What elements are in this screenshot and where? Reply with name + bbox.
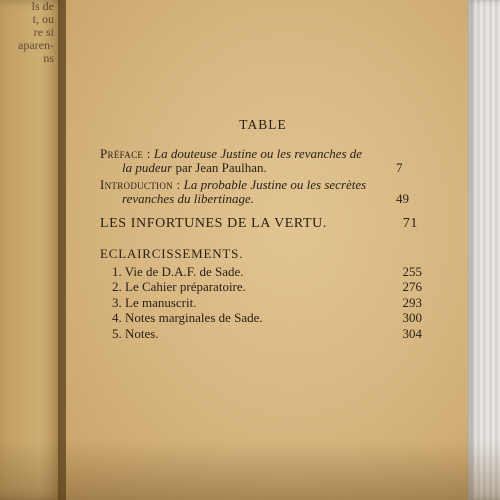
subentry-label: 4. Notes marginales de Sade. bbox=[112, 310, 263, 325]
preface-author: par Jean Paulhan. bbox=[175, 160, 267, 175]
subentry-page: 276 bbox=[402, 279, 422, 294]
subentry-page: 293 bbox=[402, 294, 422, 310]
section-heading: ECLAIRCISSEMENTS. bbox=[100, 246, 244, 261]
toc-subentry bbox=[100, 265, 422, 280]
background-surface bbox=[468, 0, 500, 500]
left-page-text bbox=[0, 0, 60, 65]
preface-title: La douteuse Justine ou les revanches de la pudeur bbox=[122, 145, 363, 175]
left-line: aparen- bbox=[18, 38, 54, 52]
subentry-page: 300 bbox=[402, 310, 422, 325]
introduction-title: La probable Justine ou les secrètes revanches du libertinage. bbox=[122, 176, 367, 206]
left-line: ls de bbox=[31, 0, 54, 13]
left-line: t, ou bbox=[32, 12, 54, 26]
subentry-page: 255 bbox=[402, 263, 422, 279]
subentry-label: 2. Le Cahier préparatoire. bbox=[112, 279, 246, 294]
preface-lead: Préface : bbox=[100, 145, 151, 161]
subentry-label: 5. Notes. bbox=[112, 325, 159, 341]
toc-entry-introduction: Introduction : La probable Justine ou les secrètes revanches du libertinage. 49 bbox=[100, 176, 409, 206]
left-line: re si bbox=[33, 25, 54, 39]
table-of-contents bbox=[100, 118, 422, 342]
toc-subentry bbox=[100, 311, 422, 326]
subentry-label: 3. Le manuscrit. bbox=[112, 294, 197, 310]
toc-subentry bbox=[100, 327, 422, 342]
main-label: LES INFORTUNES DE LA VERTU. bbox=[100, 215, 327, 231]
main-page: 71 bbox=[402, 215, 418, 231]
toc-subentry bbox=[100, 296, 422, 311]
subentry-page: 304 bbox=[402, 325, 422, 341]
toc-subentry bbox=[100, 280, 422, 295]
introduction-lead: Introduction : bbox=[100, 176, 181, 192]
toc-title: TABLE bbox=[239, 117, 287, 132]
toc-entry-preface: Préface : La douteuse Justine ou les revanches de la pudeur par Jean Paulhan. 7 bbox=[100, 145, 403, 175]
left-line: ns bbox=[43, 51, 54, 65]
left-page bbox=[0, 0, 66, 500]
toc-entry-main bbox=[100, 217, 422, 232]
subentry-label: 1. Vie de D.A.F. de Sade. bbox=[112, 263, 244, 279]
page-shadow bbox=[0, 440, 500, 500]
